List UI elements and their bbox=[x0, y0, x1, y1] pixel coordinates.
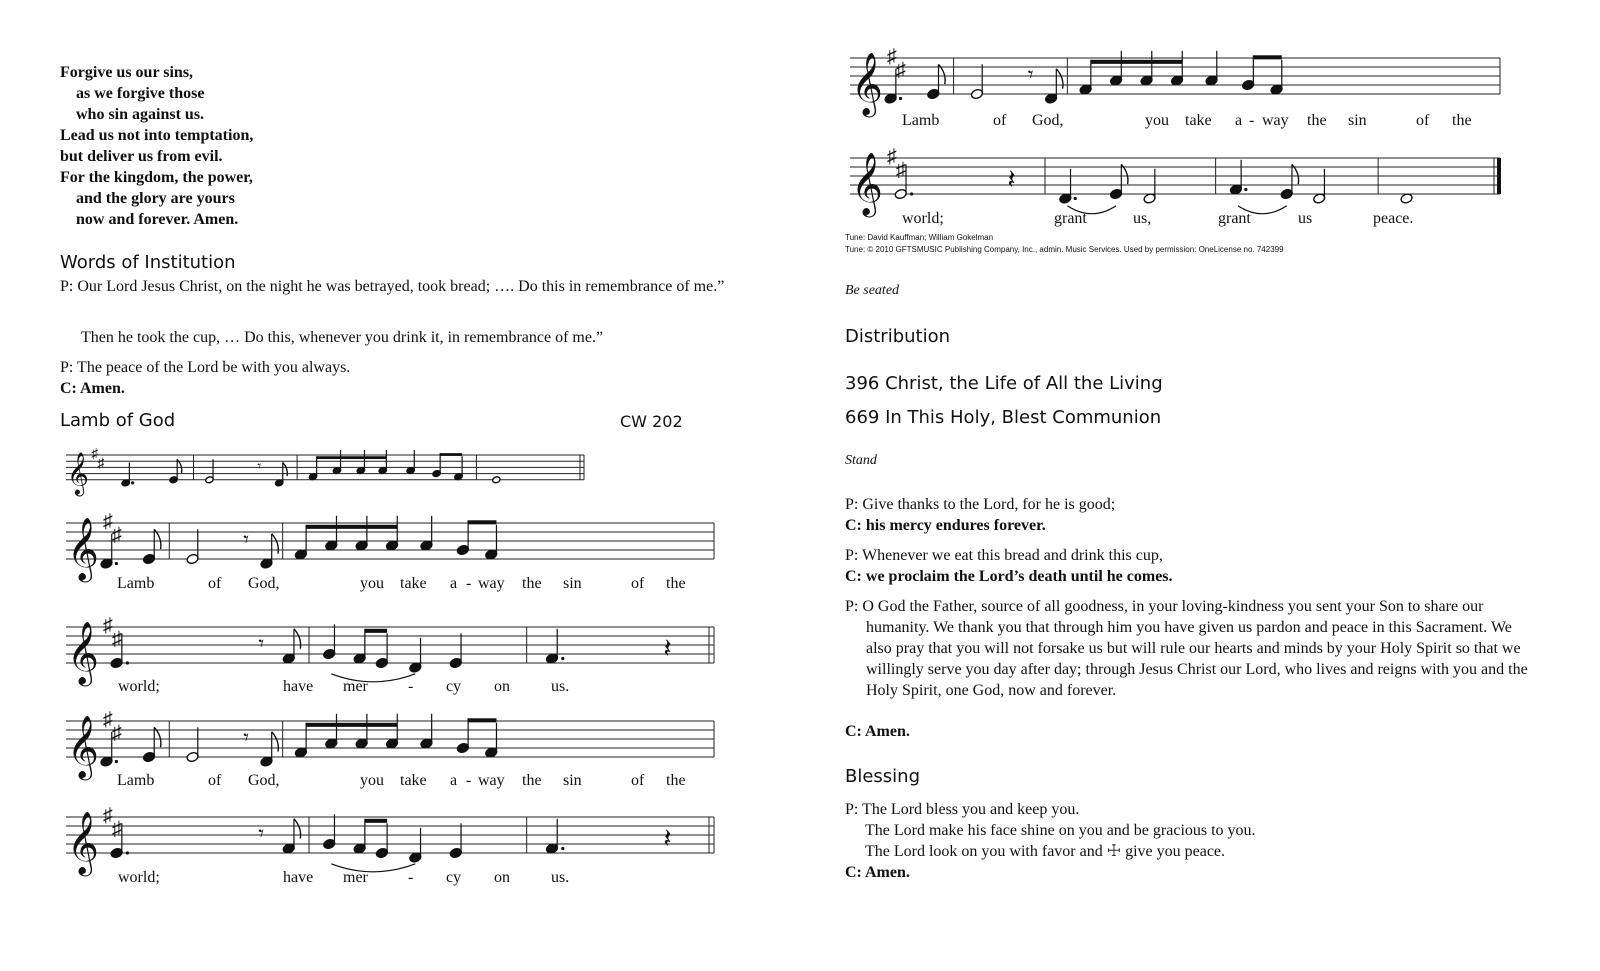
lyric-syllable: mer bbox=[343, 678, 368, 695]
note-head bbox=[1400, 193, 1413, 204]
note-dot bbox=[899, 97, 902, 100]
lyric-syllable: have bbox=[283, 678, 314, 695]
lamb-of-god-heading: Lamb of God bbox=[60, 410, 176, 431]
lyric-syllable: world; bbox=[118, 869, 160, 886]
lyric-syllable: way bbox=[478, 575, 505, 592]
lyric-syllable: of bbox=[993, 112, 1007, 129]
prayer-line: Forgive us our sins, bbox=[60, 64, 194, 81]
stand-rubric: Stand bbox=[845, 453, 877, 468]
be-seated-rubric: Be seated bbox=[845, 283, 900, 298]
lyric-syllable: of bbox=[208, 575, 222, 592]
lyric-syllable: on bbox=[494, 869, 510, 886]
beam bbox=[1091, 60, 1182, 64]
lyric-syllable: the bbox=[1307, 112, 1327, 129]
lyric-syllable: God, bbox=[248, 772, 280, 789]
lyric-syllable: the bbox=[666, 575, 686, 592]
lyric-syllable: of bbox=[1416, 112, 1430, 129]
institution-p3: P: The peace of the Lord be with you always. bbox=[60, 359, 351, 376]
institution-c1: C: Amen. bbox=[60, 380, 125, 397]
lyric-syllable: you bbox=[360, 772, 384, 789]
lyric-syllable: of bbox=[631, 772, 645, 789]
lyric-syllable: - bbox=[408, 678, 414, 695]
lyric-syllable: grant bbox=[1054, 210, 1087, 227]
bless-line-3: The Lord look on you with favor and ☩ give you peace. bbox=[865, 843, 1226, 860]
lyric-syllable: the bbox=[522, 575, 542, 592]
note-flag bbox=[1056, 69, 1063, 89]
lyric-syllable: cy bbox=[446, 678, 462, 695]
lyric-syllable: - bbox=[408, 869, 414, 886]
lyric-syllable: take bbox=[400, 575, 427, 592]
sharp-icon: ♯ bbox=[91, 446, 99, 462]
prayer-line: as we forgive those bbox=[76, 85, 205, 102]
lyric-syllable: God, bbox=[248, 575, 280, 592]
lyric-syllable: on bbox=[494, 678, 510, 695]
p-thanks: P: Give thanks to the Lord, for he is good; bbox=[845, 496, 1116, 513]
lyric-syllable: the bbox=[1452, 112, 1472, 129]
sharp-icon: ♯ bbox=[886, 45, 897, 68]
hymn-number: CW 202 bbox=[620, 412, 683, 431]
eighth-rest-icon: 𝄾 bbox=[258, 821, 265, 846]
lyric-syllable: way bbox=[1262, 112, 1289, 129]
sharp-icon: ♯ bbox=[102, 614, 113, 637]
lyric-syllable: have bbox=[283, 869, 314, 886]
lyric-syllable: world; bbox=[118, 678, 160, 695]
bless-line-1: P: The Lord bless you and keep you. bbox=[845, 801, 1080, 818]
lyric-syllable: a bbox=[450, 772, 458, 789]
lyric-syllable: mer bbox=[343, 869, 368, 886]
lyric-syllable: grant bbox=[1218, 210, 1251, 227]
lyric-syllable: - bbox=[466, 575, 472, 592]
note-dot bbox=[1244, 188, 1247, 191]
treble-clef-icon: 𝄞 bbox=[67, 519, 99, 580]
sharp-icon: ♯ bbox=[111, 628, 122, 650]
eighth-rest-icon: 𝄾 bbox=[243, 527, 249, 552]
quarter-rest-icon: 𝄽 bbox=[1007, 164, 1016, 195]
lyric-syllable: sin bbox=[563, 575, 582, 592]
sharp-icon: ♯ bbox=[102, 804, 113, 827]
eighth-rest-icon: 𝄾 bbox=[243, 725, 249, 750]
beam bbox=[1253, 55, 1281, 59]
treble-clef-icon: 𝄞 bbox=[67, 813, 99, 874]
treble-clef-icon: 𝄞 bbox=[67, 453, 89, 495]
lyric-syllable: take bbox=[400, 772, 427, 789]
sharp-icon: ♯ bbox=[102, 708, 113, 731]
p-prayer: P: O God the Father, source of all goodness, in your loving-kindness you sent your Son to share our humanity. We thank you that through him you have given us pardon and peace in this Sacrament. We also pray that you will not forsake us but will rule our hearts and minds by your Holy Spirit so that we willingly serve you day after day; through Jesus Christ our Lord, who lives and reigns with you and the Holy Spirit, one God, now and forever. bbox=[845, 598, 1528, 699]
lyric-syllable: us. bbox=[551, 869, 570, 886]
blessing-heading: Blessing bbox=[845, 766, 921, 787]
lyric-syllable: - bbox=[1249, 112, 1255, 129]
sharp-icon: ♯ bbox=[111, 722, 122, 744]
sharp-icon: ♯ bbox=[102, 510, 113, 533]
lyric-syllable: you bbox=[1145, 112, 1169, 129]
lyric-syllable: a bbox=[450, 575, 458, 592]
prayer-line: and the glory are yours bbox=[76, 190, 235, 207]
lyric-syllable: the bbox=[666, 772, 686, 789]
eighth-rest-icon: 𝄾 bbox=[257, 459, 262, 476]
c-amen-1: C: Amen. bbox=[845, 723, 910, 740]
credit-line-2: Tune: © 2010 GFTSMUSIC Publishing Company, Inc., admin. Music Services. Used by permission: OneLicense no. 742399 bbox=[845, 245, 1284, 254]
hymn-396: 396 Christ, the Life of All the Living bbox=[845, 373, 1163, 394]
lyric-syllable: of bbox=[631, 575, 645, 592]
quarter-rest-icon: 𝄽 bbox=[663, 823, 672, 854]
lyric-syllable: Lamb bbox=[117, 575, 155, 592]
institution-p1: P: Our Lord Jesus Christ, on the night he was betrayed, took bread; …. Do this in remembrance of me.” bbox=[60, 278, 725, 295]
institution-p2: Then he took the cup, … Do this, whenever you drink it, in remembrance of me.” bbox=[81, 329, 604, 346]
p-whenever: P: Whenever we eat this bread and drink this cup, bbox=[845, 547, 1163, 564]
distribution-heading: Distribution bbox=[845, 326, 951, 347]
credit-line-1: Tune: David Kauffman; William Gokelman bbox=[845, 233, 994, 242]
lyric-syllable: way bbox=[478, 772, 505, 789]
lyric-syllable: world; bbox=[902, 210, 944, 227]
c-amen-2: C: Amen. bbox=[845, 864, 910, 881]
eighth-rest-icon: 𝄾 bbox=[1027, 62, 1034, 87]
lyric-syllable: take bbox=[1185, 112, 1212, 129]
prayer-line: but deliver us from evil. bbox=[60, 148, 223, 165]
sharp-icon: ♯ bbox=[111, 818, 122, 840]
lyric-syllable: Lamb bbox=[117, 772, 155, 789]
sharp-icon: ♯ bbox=[895, 59, 906, 81]
lyric-syllable: cy bbox=[446, 869, 462, 886]
prayer-line: Lead us not into temptation, bbox=[60, 127, 254, 144]
lyric-syllable: you bbox=[360, 575, 384, 592]
c-proclaim: C: we proclaim the Lord’s death until he comes. bbox=[845, 568, 1173, 585]
lyric-syllable: a bbox=[1235, 112, 1243, 129]
treble-clef-icon: 𝄞 bbox=[851, 54, 883, 115]
lyric-syllable: the bbox=[522, 772, 542, 789]
prayer-line: now and forever. Amen. bbox=[76, 211, 239, 228]
eighth-rest-icon: 𝄾 bbox=[258, 631, 265, 656]
sharp-icon: ♯ bbox=[111, 524, 122, 546]
lyric-syllable: - bbox=[466, 772, 472, 789]
lyric-syllable: us. bbox=[551, 678, 570, 695]
lyric-syllable: sin bbox=[563, 772, 582, 789]
c-mercy: C: his mercy endures forever. bbox=[845, 517, 1046, 534]
prayer-line: For the kingdom, the power, bbox=[60, 169, 253, 186]
quarter-rest-icon: 𝄽 bbox=[663, 633, 672, 664]
lyric-syllable: us, bbox=[1133, 210, 1152, 227]
sharp-icon: ♯ bbox=[895, 159, 906, 181]
lyric-syllable: of bbox=[208, 772, 222, 789]
note-dot bbox=[1074, 197, 1077, 200]
lyric-syllable: peace. bbox=[1373, 210, 1414, 227]
treble-clef-icon: 𝄞 bbox=[851, 154, 883, 215]
sharp-icon: ♯ bbox=[97, 455, 105, 471]
bless-line-2: The Lord make his face shine on you and be gracious to you. bbox=[865, 822, 1256, 839]
treble-clef-icon: 𝄞 bbox=[67, 623, 99, 684]
lyric-syllable: Lamb bbox=[902, 112, 940, 129]
prayer-line: who sin against us. bbox=[76, 106, 205, 123]
sharp-icon: ♯ bbox=[886, 145, 897, 168]
lyric-syllable: us bbox=[1298, 210, 1313, 227]
treble-clef-icon: 𝄞 bbox=[67, 717, 99, 778]
final-bar bbox=[1497, 158, 1501, 194]
hymn-669: 669 In This Holy, Blest Communion bbox=[845, 407, 1162, 428]
words-of-institution-heading: Words of Institution bbox=[60, 252, 236, 273]
lyric-syllable: God, bbox=[1032, 112, 1064, 129]
note-dot bbox=[910, 192, 913, 195]
lyric-syllable: sin bbox=[1348, 112, 1367, 129]
